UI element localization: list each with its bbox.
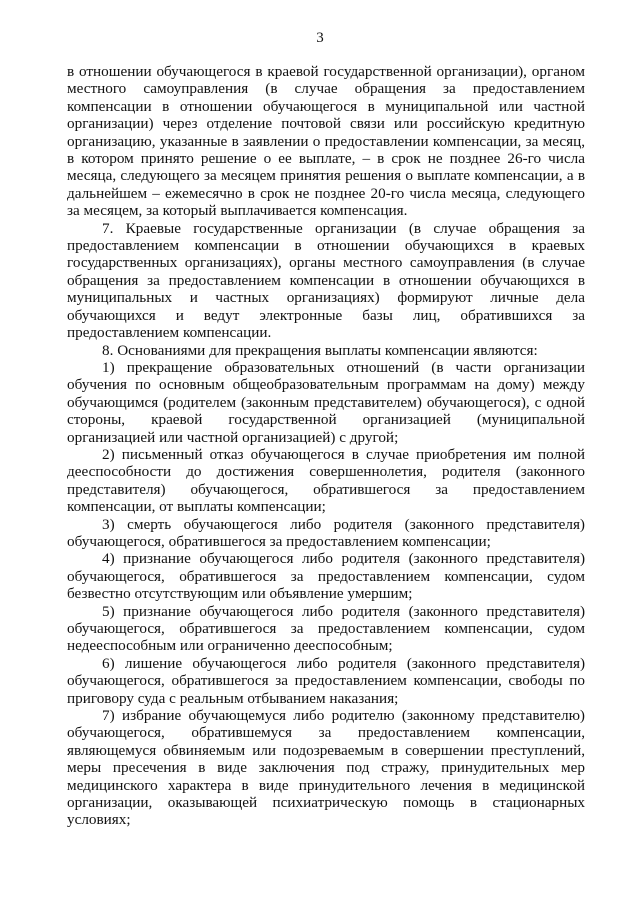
list-item-6: 6) лишение обучающегося либо родителя (законного представителя) обучающегося, обратившегося за предоставлением компенсации, свободы по приговору суда с реальным отбыванием наказания; [67,654,585,707]
list-item-3: 3) смерть обучающегося либо родителя (законного представителя) обучающегося, обратившегося за предоставлением компенсации; [67,515,585,550]
paragraph-item-8: 8. Основаниями для прекращения выплаты компенсации являются: [102,341,538,359]
list-item-5: 5) признание обучающегося либо родителя (законного представителя) обучающегося, обратившегося за предоставлением компенсации, судом недееспособным или ограниченно дееспособным; [67,602,585,655]
paragraph-continuation: в отношении обучающегося в краевой государственной организации), органом местного самоуправления (в случае обращения за предоставлением компенсации в отношении обучающегося в муниципальной или частной организации) через отделение почтовой связи или российскую кредитную организацию, указанные в заявлении о предоставлении компенсации, за месяц, в котором принято решение о ее выплате, – в срок не позднее 26-го числа месяца, следующего за месяцем принятия решения о выплате компенсации, а в дальнейшем – ежемесячно в срок не позднее 20-го числа месяца, следующего за месяцем, за который выплачивается компенсация. [67,63,585,220]
paragraph-item-7: 7. Краевые государственные организации (в случае обращения за предоставлением компенсации в отношении обучающихся в краевых государственных организациях), органы местного самоуправления (в случае обращения за предоставлением компенсации в отношении обучающихся в муниципальных и частных организациях) формируют личные дела обучающихся и ведут электронные базы лиц, обратившихся за предоставлением компенсации. [67,219,585,342]
document-body [67,63,585,829]
list-item-2: 2) письменный отказ обучающегося в случае приобретения им полной дееспособности до достижения совершеннолетия, родителя (законного представителя) обучающегося, обратившегося за предоставлением компенсации, от выплаты компенсации; [67,445,585,516]
list-item-7: 7) избрание обучающемуся либо родителю (законному представителю) обучающегося, обратившемуся за предоставлением компенсации, являющемуся обвиняемым или подозреваемым в совершении преступлений, меры пресечения в виде заключения под стражу, принудительных мер медицинского характера в виде принудительного лечения в медицинской организации, оказывающей психиатрическую помощь в стационарных условиях; [67,707,585,829]
page-number: 3 [316,30,324,46]
list-item-4: 4) признание обучающегося либо родителя (законного представителя) обучающегося, обратившегося за предоставлением компенсации, судом безвестно отсутствующим или объявление умершим; [67,550,585,603]
list-item-1: 1) прекращение образовательных отношений (в части организации обучения по основным общеобразовательным программам на дому) между обучающимся (родителем (законным представителем) обучающегося), с одной стороны, краевой государственной организацией (муниципальной организацией или частной организацией) с другой; [67,358,585,446]
